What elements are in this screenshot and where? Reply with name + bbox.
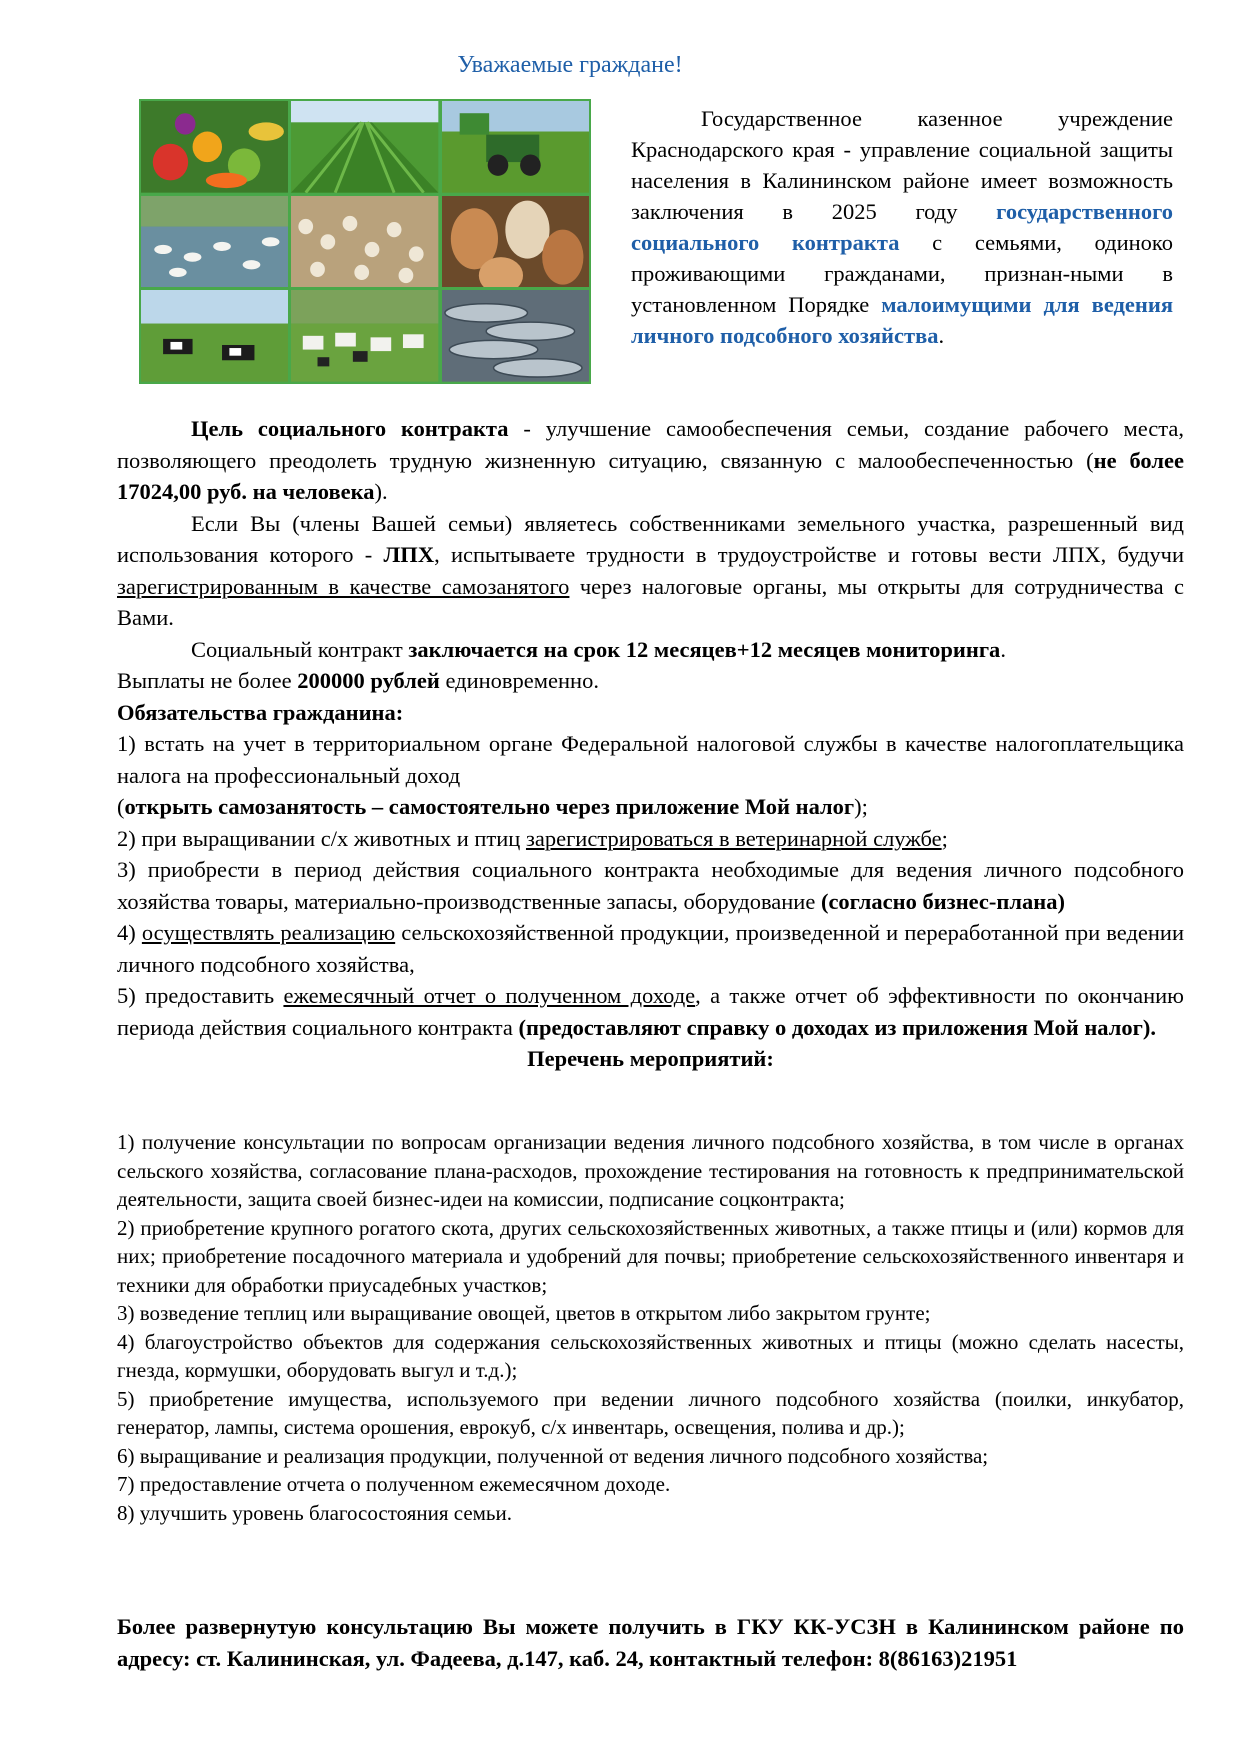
- list-item: 6) выращивание и реализация продукции, полученной от ведения личного подсобного хозяйства;: [117, 1443, 989, 1468]
- obligation-1-note: [117, 791, 1184, 823]
- obligation-1-bold: открыть самозанятость – самостоятельно через приложение Мой налог: [124, 794, 855, 819]
- goal-text: - улучшение самообеспечения семьи, создание рабочего места, позволяющего преодолеть трудную жизненную ситуацию, связанную с малообеспеченностью (: [117, 416, 1185, 473]
- goal-label: Цель социального контракта: [191, 416, 509, 441]
- events-title-text: Перечень мероприятий:: [527, 1046, 774, 1071]
- obligation-4: [117, 917, 1184, 980]
- list-item: 2) приобретение крупного рогатого скота, других сельскохозяйственных животных, а также птицы и (или) кормов для них; приобретение посадочного материала и удобрений для почвы; приобретение сельскохозяйственного инвентаря и техники для обработки приусадебных участков;: [117, 1215, 1184, 1297]
- eggs-image: [442, 196, 589, 288]
- green-field-image: [291, 101, 438, 193]
- intro-contract-highlight: государственного социального контракта: [631, 199, 1173, 255]
- intro-lowincome-highlight: малоимущими для ведения личного подсобного хозяйства: [631, 292, 1173, 348]
- page-heading: Уважаемые граждане!: [457, 52, 683, 78]
- goal-paragraph: [117, 413, 1184, 508]
- ownership-selfemployed: зарегистрированным в качестве самозанятого: [117, 573, 570, 599]
- obligation-2: [117, 823, 1184, 855]
- poultry-barn-image: [291, 196, 438, 288]
- goal-limit: не более 17024,00 руб. на человека: [117, 447, 1184, 504]
- term-end: .: [1000, 636, 1006, 662]
- intro-paragraph: [631, 103, 1173, 351]
- obligations-title: [117, 697, 1184, 729]
- obligation-3-text: 3) приобрести в период действия социального контракта необходимые для ведения личного подсобного хозяйства товары, материально-производственные запасы, оборудование: [117, 857, 1184, 914]
- obligation-1: 1) встать на учет в территориальном органе Федеральной налоговой службы в качестве налогоплательщика налога на профессиональный доход: [117, 731, 1184, 788]
- term-paragraph: [117, 634, 1184, 666]
- ownership-text: Если Вы (члены Вашей семьи) являетесь собственниками земельного участка, разрешенный вид использования которого -: [117, 510, 1184, 567]
- events-title: [117, 1043, 1184, 1075]
- obligation-2-text: 2) при выращивании с/х животных и птиц: [117, 825, 526, 851]
- obligation-4-num: 4): [117, 920, 142, 945]
- obligation-5-text-2: , а также отчет об эффективности по окончанию периода действия социального контракта: [117, 983, 1184, 1040]
- main-body: [117, 413, 1184, 1075]
- obligation-5-bold: (предоставляют справку о доходах из приложения Мой налог).: [518, 1014, 1156, 1040]
- list-item: 5) приобретение имущества, используемого при ведении личного подсобного хозяйства (поилки, инкубатор, генератор, лампы, система орошения, еврокуб, с/х инвентарь, освещения, полива и др.);: [117, 1386, 1184, 1439]
- term-bold: заключается на срок 12 месяцев+12 месяцев мониторинга: [408, 636, 1001, 662]
- obligation-2-end: ;: [941, 825, 948, 851]
- goal-end: ).: [374, 479, 388, 504]
- tractor-harvest-image: [442, 101, 589, 193]
- list-item: 4) благоустройство объектов для содержания сельскохозяйственных животных и птицы (можно сделать насесты, гнезда, кормушки, оборудовать выгул и т.д.);: [117, 1329, 1184, 1382]
- fish-catch-image: [442, 290, 589, 382]
- events-list: [117, 1128, 1184, 1527]
- payment-paragraph: [117, 665, 1184, 697]
- list-item: 8) улучшить уровень благосостояния семьи.: [117, 1500, 512, 1525]
- intro-end: .: [938, 323, 945, 348]
- agriculture-photo-collage: [139, 99, 591, 384]
- geese-flock-image: [141, 196, 288, 288]
- obligation-5-underlined: ежемесячный отчет о полученном доходе: [283, 983, 696, 1008]
- cows-pasture-image: [141, 290, 288, 382]
- contact-text: Более развернутую консультацию Вы можете получить в ГКУ КК-УСЗН в Калининском районе по адресу: ст. Калининская, ул. Фадеева, д.147, каб. 24, контактный телефон: 8(86163)21951: [117, 1614, 1184, 1671]
- payment-amount: 200000 рублей: [297, 668, 440, 693]
- intro-text-2: с семьями, одиноко проживающими гражданами, признан-ными в установленном Порядке: [631, 230, 1173, 317]
- obligation-4-text: сельскохозяйственной продукции, произведенной и переработанной при ведении личного подсобного хозяйства,: [117, 920, 1185, 977]
- obligations-title-text: Обязательства гражданина:: [117, 699, 404, 725]
- ownership-lph: ЛПХ: [383, 542, 435, 567]
- ownership-paragraph: [117, 508, 1184, 634]
- obligation-1-open: (: [117, 794, 125, 819]
- list-item: 1) получение консультации по вопросам организации ведения личного подсобного хозяйства, в том числе в органах сельского хозяйства, согласование плана-расходов, прохождение тестирования на готовность к предпринимательской деятельности, защита своей бизнес-идеи на комиссии, подписание соцконтракта;: [117, 1130, 1184, 1211]
- obligation-2-underlined: зарегистрироваться в ветеринарной службе: [525, 825, 942, 851]
- obligation-5: [117, 980, 1184, 1043]
- intro-text: Государственное казенное учреждение Краснодарского края - управление социальной защиты населения в Калининском районе имеет возможность заключения в 2025 году: [631, 106, 1173, 224]
- list-item: 3) возведение теплиц или выращивание овощей, цветов в открытом либо закрытом грунте;: [117, 1301, 931, 1325]
- obligation-1-close: );: [854, 794, 868, 819]
- payment-text: Выплаты не более: [117, 668, 298, 693]
- obligation-3-bold: (согласно бизнес-плана): [820, 888, 1065, 914]
- obligation-4-underlined: осуществлять реализацию: [141, 920, 396, 945]
- payment-end: единовременно.: [439, 668, 599, 693]
- obligation-3: [117, 854, 1184, 917]
- ownership-text-2: , испытываете трудности в трудоустройстве и готовы вести ЛПХ, будучи: [434, 542, 1184, 567]
- term-text: Социальный контракт: [191, 636, 409, 662]
- vegetables-image: [141, 101, 288, 193]
- list-item: 7) предоставление отчета о полученном ежемесячном доходе.: [117, 1472, 671, 1496]
- goats-herd-image: [291, 290, 438, 382]
- contact-footer: [117, 1611, 1184, 1675]
- obligation-5-text: 5) предоставить: [117, 983, 284, 1008]
- ownership-text-3: через налоговые органы, мы открыты для сотрудничества с Вами.: [117, 573, 1185, 630]
